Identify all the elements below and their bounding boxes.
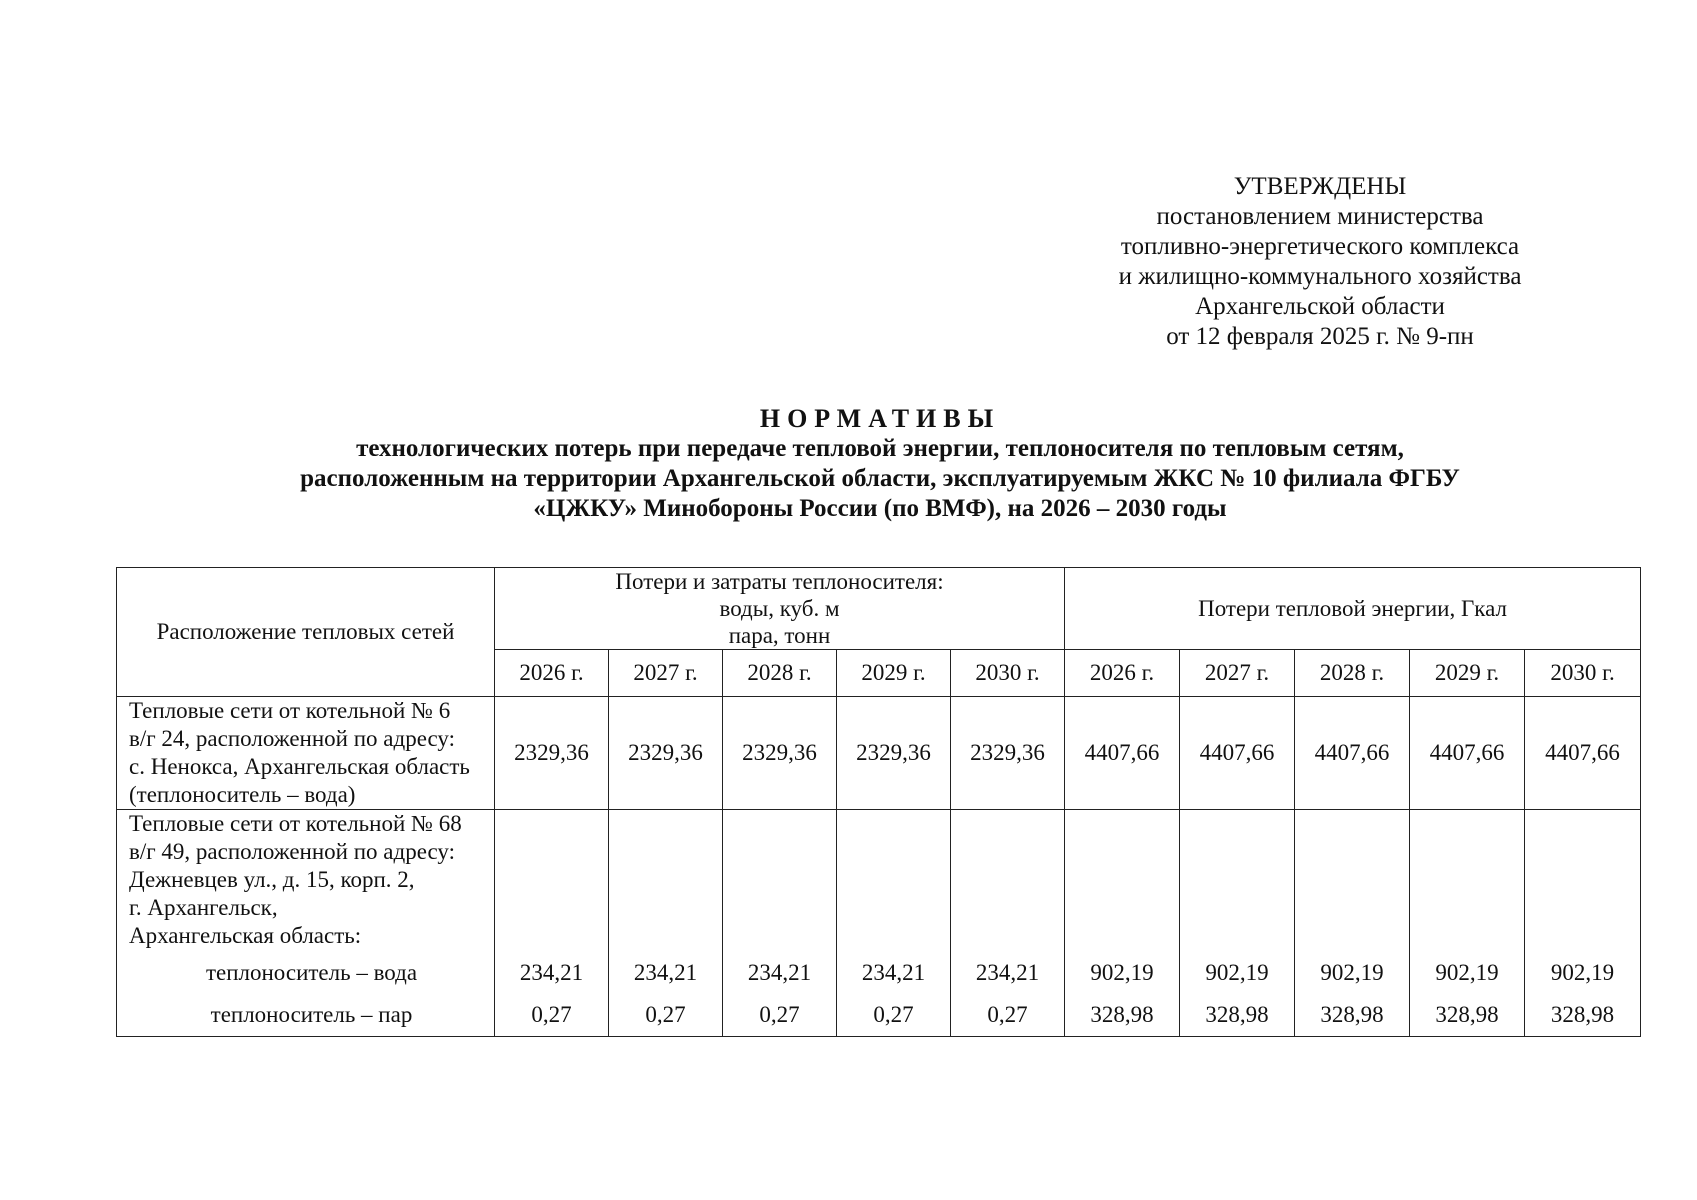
location-line: Тепловые сети от котельной № 6 [129,698,451,723]
value-cell [1410,810,1525,1037]
location-line: Тепловые сети от котельной № 68 [129,811,462,836]
year-cell: 2029 г. [837,650,951,697]
value-cell [1525,810,1641,1037]
value-water: 234,21 [975,960,1040,985]
year-cell: 2026 г. [1065,650,1180,697]
value-steam: 328,98 [1320,1002,1384,1027]
value-steam: 0,27 [531,1002,572,1027]
value-water: 902,19 [1550,960,1615,985]
approval-line: УТВЕРЖДЕНЫ [1233,173,1407,200]
value-cell: 2329,36 [495,697,609,810]
norms-table [116,567,1641,1037]
value-cell: 2329,36 [609,697,723,810]
value-steam: 328,98 [1435,1002,1499,1027]
year-cell: 2026 г. [495,650,609,697]
location-line: в/г 24, расположенной по адресу: [129,726,455,751]
value-water: 902,19 [1320,960,1384,985]
header-heat: Потери тепловой энергии, Гкал [1065,568,1641,650]
value-steam: 0,27 [873,1002,914,1027]
header-row [117,568,1641,650]
value-water: 234,21 [861,960,926,985]
value-cell: 4407,66 [1295,697,1410,810]
location-cell [117,697,495,810]
title-line: технологических потерь при передаче тепловой энергии, теплоносителя по тепловым сетям, [356,435,1404,462]
approval-line: от 12 февраля 2025 г. № 9-пн [1166,323,1474,350]
approval-block [1070,172,1570,352]
location-cell [117,810,495,1037]
table-row [117,697,1641,810]
approval-line: постановлением министерства [1156,203,1484,230]
value-cell [837,810,951,1037]
location-line: (теплоноситель – вода) [129,782,356,807]
value-steam: 0,27 [987,1002,1028,1027]
value-cell: 4407,66 [1410,697,1525,810]
title-heading: НОРМАТИВЫ [759,404,1001,433]
approval-line: и жилищно-коммунального хозяйства [1118,263,1522,290]
year-cell: 2030 г. [951,650,1065,697]
value-steam: 0,27 [759,1002,800,1027]
value-cell: 4407,66 [1525,697,1641,810]
table-row [117,810,1641,1037]
value-cell [1295,810,1410,1037]
header-coolant-line: Потери и затраты теплоносителя: [615,569,944,594]
year-cell: 2029 г. [1410,650,1525,697]
location-line: Архангельская область: [129,923,362,948]
year-cell: 2027 г. [1180,650,1295,697]
approval-line: Архангельской области [1195,293,1445,320]
location-line: с. Ненокса, Архангельская область [129,754,470,779]
value-cell [1180,810,1295,1037]
year-cell: 2028 г. [1295,650,1410,697]
year-cell: 2027 г. [609,650,723,697]
value-water: 234,21 [519,960,584,985]
value-cell: 2329,36 [837,697,951,810]
header-coolant [495,568,1065,650]
sub-item-water: теплоноситель – вода [205,960,418,985]
value-water: 902,19 [1090,960,1154,985]
value-cell [951,810,1065,1037]
location-line: в/г 49, расположенной по адресу: [129,839,455,864]
value-cell: 4407,66 [1180,697,1295,810]
header-location: Расположение тепловых сетей [117,568,495,697]
title-line: «ЦЖКУ» Минобороны России (по ВМФ), на 2026 – 2030 годы [533,495,1227,522]
value-cell [609,810,723,1037]
sub-item-steam: теплоноситель – пар [210,1002,413,1027]
value-steam: 328,98 [1550,1002,1615,1027]
value-water: 902,19 [1435,960,1499,985]
year-cell: 2030 г. [1525,650,1641,697]
value-cell [723,810,837,1037]
header-coolant-line: воды, куб. м [719,596,840,621]
document-title [160,404,1600,524]
location-line: г. Архангельск, [129,895,278,920]
header-coolant-line: пара, тонн [728,623,831,648]
value-steam: 328,98 [1090,1002,1154,1027]
value-steam: 0,27 [645,1002,686,1027]
value-water: 234,21 [633,960,698,985]
value-steam: 328,98 [1205,1002,1269,1027]
value-cell: 2329,36 [951,697,1065,810]
value-cell [1065,810,1180,1037]
location-line: Дежневцев ул., д. 15, корп. 2, [129,867,415,892]
year-cell: 2028 г. [723,650,837,697]
value-cell [495,810,609,1037]
value-cell: 2329,36 [723,697,837,810]
approval-line: топливно-энергетического комплекса [1120,233,1520,260]
value-water: 234,21 [747,960,812,985]
value-water: 902,19 [1205,960,1269,985]
value-cell: 4407,66 [1065,697,1180,810]
title-line: расположенным на территории Архангельской области, эксплуатируемым ЖКС № 10 филиала ФГБУ [300,465,1460,492]
